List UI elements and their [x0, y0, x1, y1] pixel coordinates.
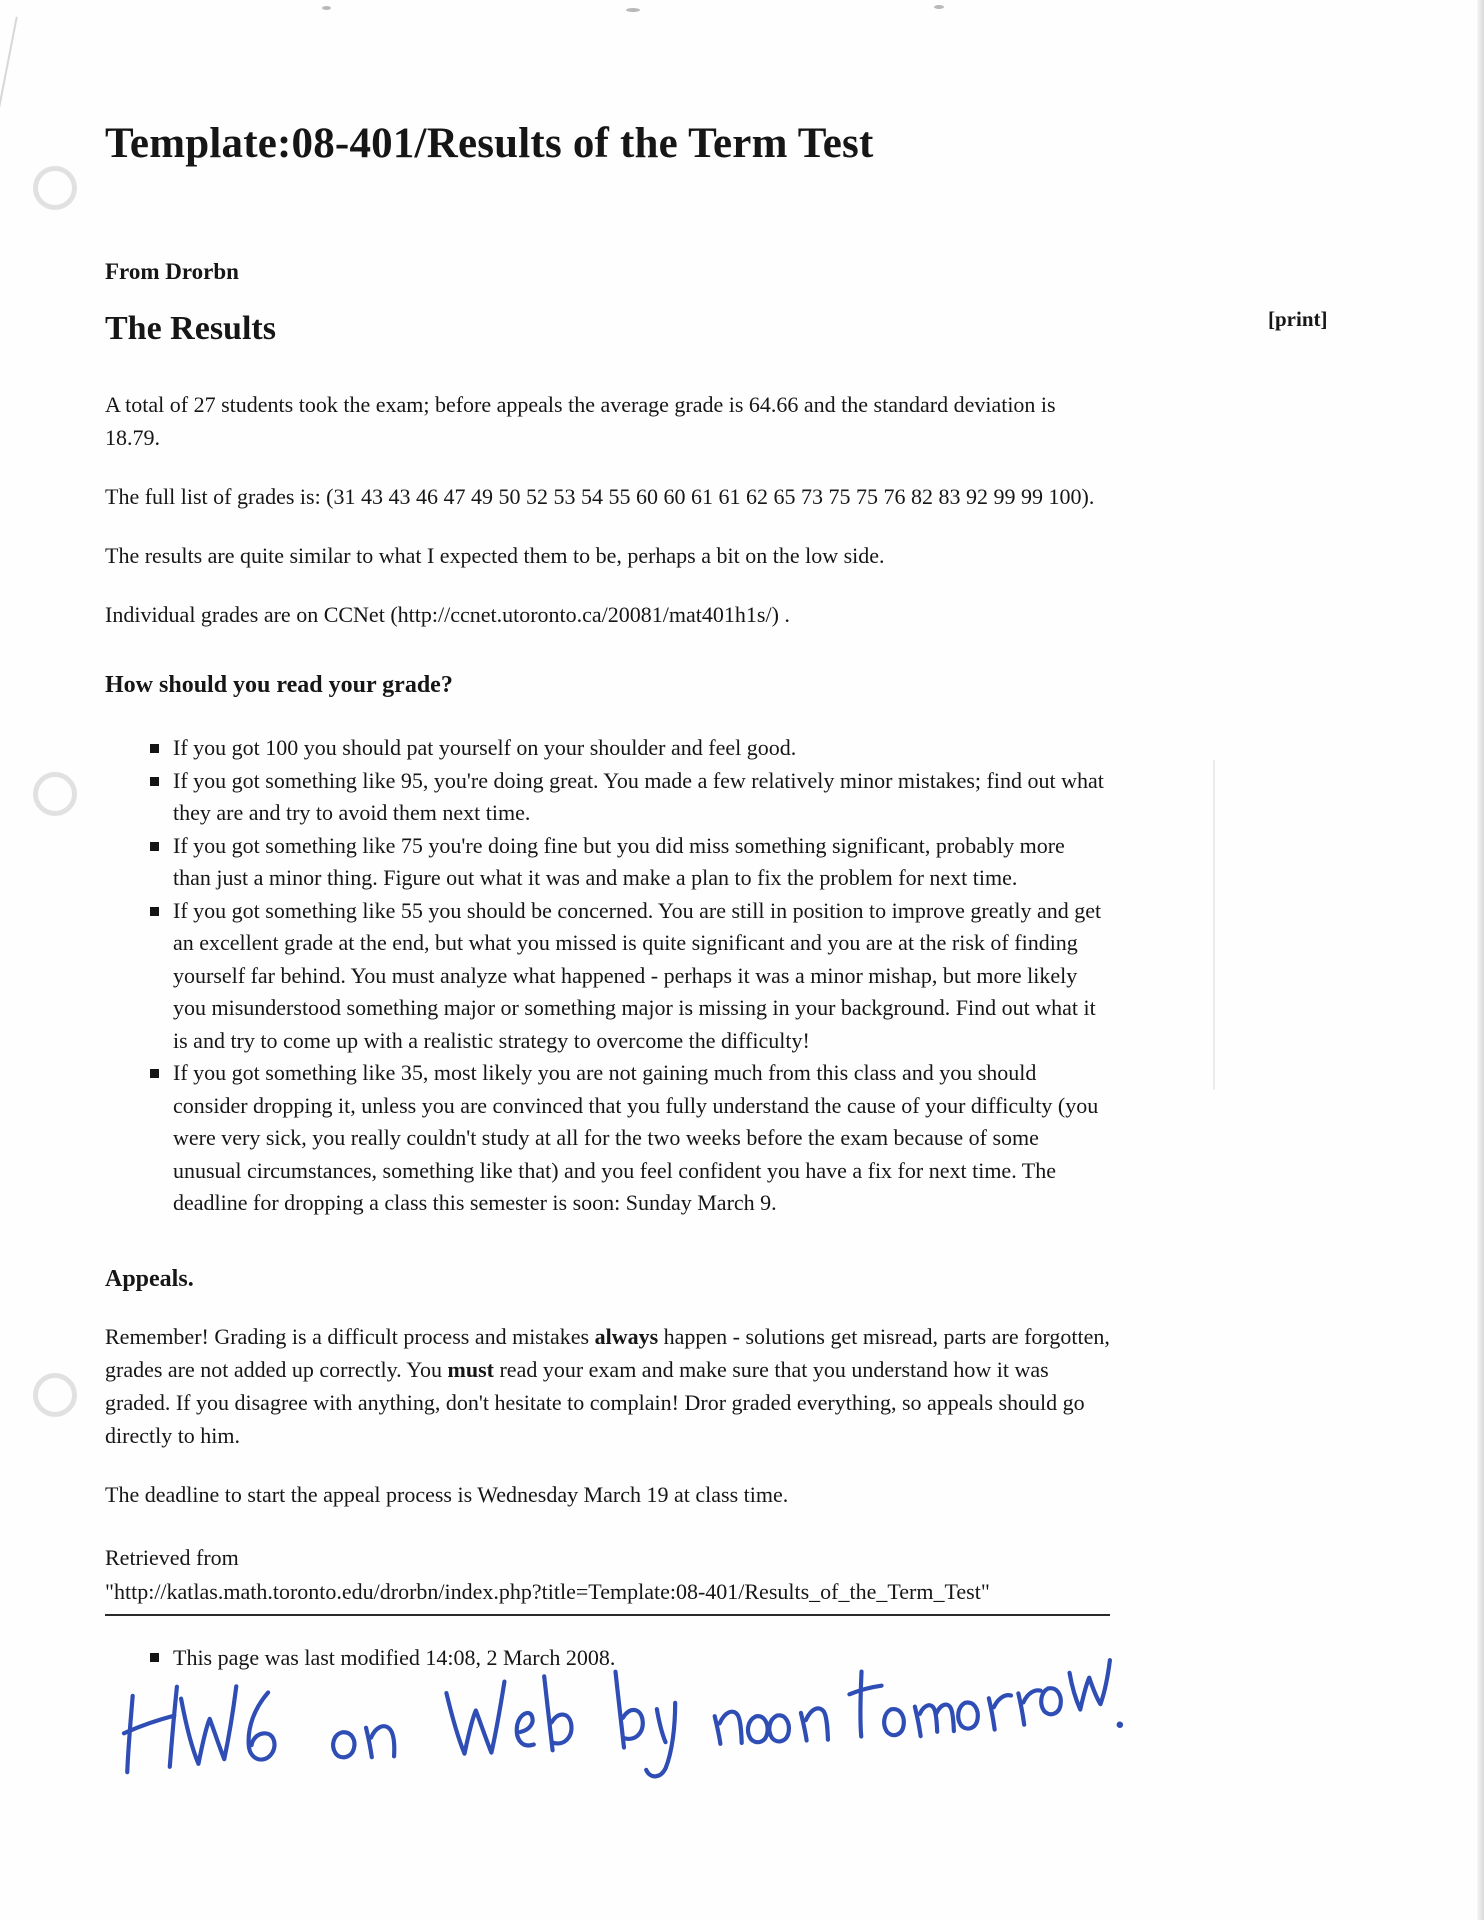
- results-heading: The Results: [105, 310, 276, 347]
- grade-guide-heading: How should you read your grade?: [105, 672, 453, 698]
- from-line: From Drorbn: [105, 259, 239, 284]
- document-content: [105, 0, 1110, 1674]
- list-item-grade-75: If you got something like 75 you're doing fine but you did miss something significant, probably more than just a minor thing. Figure out what it was and make a plan to fix the problem for next time.: [150, 830, 1108, 895]
- scan-artifact-faint-line: [1213, 760, 1215, 1090]
- paragraph-exam-stats: A total of 27 students took the exam; before appeals the average grade is 64.66 and the standard deviation is 18.79.: [105, 392, 1056, 450]
- scan-artifact-right-edge: [1477, 0, 1484, 1920]
- paragraph-expectation: The results are quite similar to what I expected them to be, perhaps a bit on the low side.: [105, 543, 885, 568]
- bold-word-always: always: [594, 1323, 659, 1349]
- page-title: Template:08-401/Results of the Term Test: [105, 120, 874, 167]
- retrieved-from-label: Retrieved from: [105, 1544, 239, 1570]
- last-modified-item: This page was last modified 14:08, 2 March 2008.: [150, 1642, 1110, 1674]
- paragraph-appeal-deadline: The deadline to start the appeal process is Wednesday March 19 at class time.: [105, 1481, 789, 1507]
- punch-hole: [33, 772, 77, 816]
- paragraph-ccnet-link: Individual grades are on CCNet (http://ccnet.utoronto.ca/20081/mat401h1s/) .: [105, 602, 790, 627]
- list-item-grade-55: If you got something like 55 you should be concerned. You are still in position to improve greatly and get an excellent grade at the end, but what you missed is quite significant and you are at the risk of finding yourself far behind. You must analyze what happened - perhaps it was a minor mishap, but more likely you misunderstood something major or something major is missing in your background. Find out what it is and try to come up with a realistic strategy to overcome the difficulty!: [150, 895, 1108, 1058]
- scan-artifact-diagonal-line: [0, 17, 18, 108]
- remember-text: happen - solutions get misread, parts are forgotten, grades are not added up correctly. You: [105, 1323, 1110, 1382]
- retrieved-from-block: [105, 1541, 1110, 1616]
- print-link-label: [print]: [1268, 307, 1328, 331]
- remember-text: Remember! Grading is a difficult process and mistakes: [105, 1323, 595, 1349]
- punch-hole: [33, 1373, 77, 1417]
- source-url: "http://katlas.math.toronto.edu/drorbn/index.php?title=Template:08-401/Results_of_the_Term_Test": [105, 1578, 990, 1604]
- paragraph-grade-list: The full list of grades is: (31 43 43 46 47 49 50 52 53 54 55 60 60 61 61 62 65 73 75 75 76 82 83 92 99 99 100).: [105, 484, 1095, 509]
- remember-text: read your exam and make sure that you understand how it was graded. If you disagree with anything, don't hesitate to complain! Dror graded everything, so appeals should go directly to him.: [105, 1356, 1085, 1448]
- list-item-grade-35: If you got something like 35, most likely you are not gaining much from this class and you should consider dropping it, unless you are convinced that you fully understand the cause of your difficulty (you were very sick, you really couldn't study at all for the two weeks before the exam because of some unusual circumstances, something like that) and you feel confident you have a fix for next time. The deadline for dropping a class this semester is soon: Sunday March 9.: [150, 1057, 1108, 1220]
- bold-word-must: must: [447, 1356, 494, 1382]
- paragraph-remember: [105, 1320, 1110, 1452]
- grade-guide-list: [105, 732, 1110, 1220]
- list-item-grade-100: If you got 100 you should pat yourself on your shoulder and feel good.: [150, 732, 1108, 765]
- appeals-heading: Appeals.: [105, 1265, 194, 1292]
- punch-hole: [33, 166, 77, 210]
- list-item-grade-95: If you got something like 95, you're doing great. You made a few relatively minor mistakes; find out what they are and try to avoid them next time.: [150, 765, 1108, 830]
